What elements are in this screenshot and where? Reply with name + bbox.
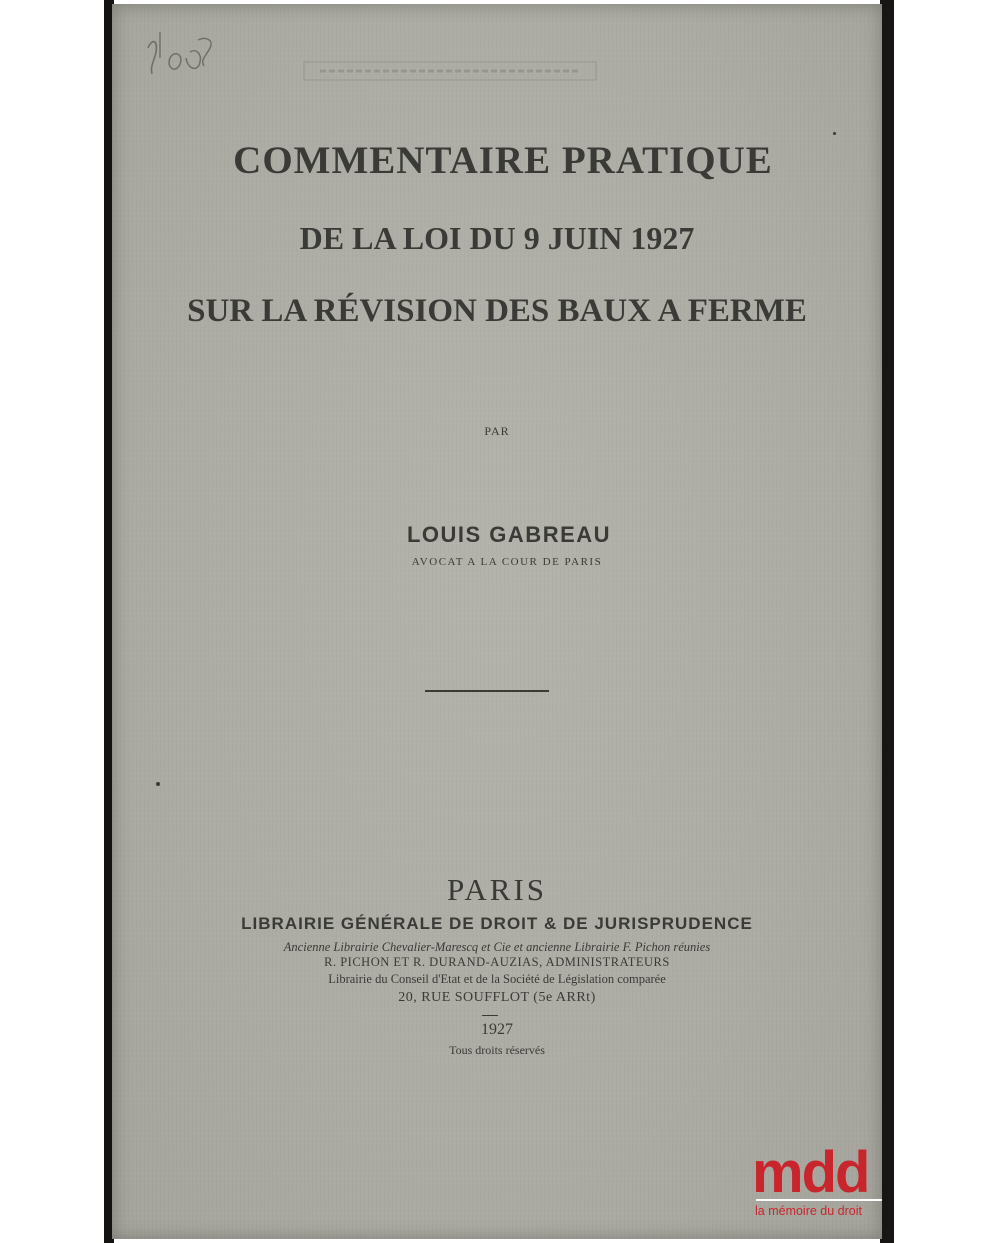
mdd-logo-letters: mdd <box>752 1140 869 1205</box>
divider-rule <box>425 690 549 692</box>
scan-right-edge <box>880 0 894 1243</box>
publisher-administrators: R. PICHON ET R. DURAND-AUZIAS, ADMINISTRATEURS <box>324 955 670 969</box>
small-divider <box>482 1015 498 1016</box>
par-label: PAR <box>484 424 510 438</box>
publisher-city: PARIS <box>446 872 548 907</box>
publisher-affiliation: Librairie du Conseil d'Etat et de la Société de Législation comparée <box>328 972 666 986</box>
paper-speck <box>156 782 160 786</box>
author-role: AVOCAT A LA COUR DE PARIS <box>411 556 603 568</box>
publisher-history: Ancienne Librairie Chevalier-Marescq et Cie et ancienne Librairie F. Pichon réunies <box>283 940 711 954</box>
paper-speck <box>833 132 836 135</box>
title-line-1: COMMENTAIRE PRATIQUE <box>233 139 773 182</box>
title-line-3: SUR LA RÉVISION DES BAUX A FERME <box>187 293 807 329</box>
handwritten-mark <box>140 18 220 88</box>
rights-notice: Tous droits réservés <box>449 1043 545 1057</box>
publisher-address: 20, RUE SOUFFLOT (5e ARRt) <box>398 990 596 1005</box>
mdd-tagline: la mémoire du droit <box>755 1204 862 1218</box>
title-line-2: DE LA LOI DU 9 JUIN 1927 <box>299 220 695 256</box>
faded-stamp <box>300 58 600 84</box>
publication-year: 1927 <box>481 1021 513 1038</box>
publisher-name: LIBRAIRIE GÉNÉRALE DE DROIT & DE JURISPRUDENCE <box>241 914 753 933</box>
author-name: LOUIS GABREAU <box>406 522 612 547</box>
